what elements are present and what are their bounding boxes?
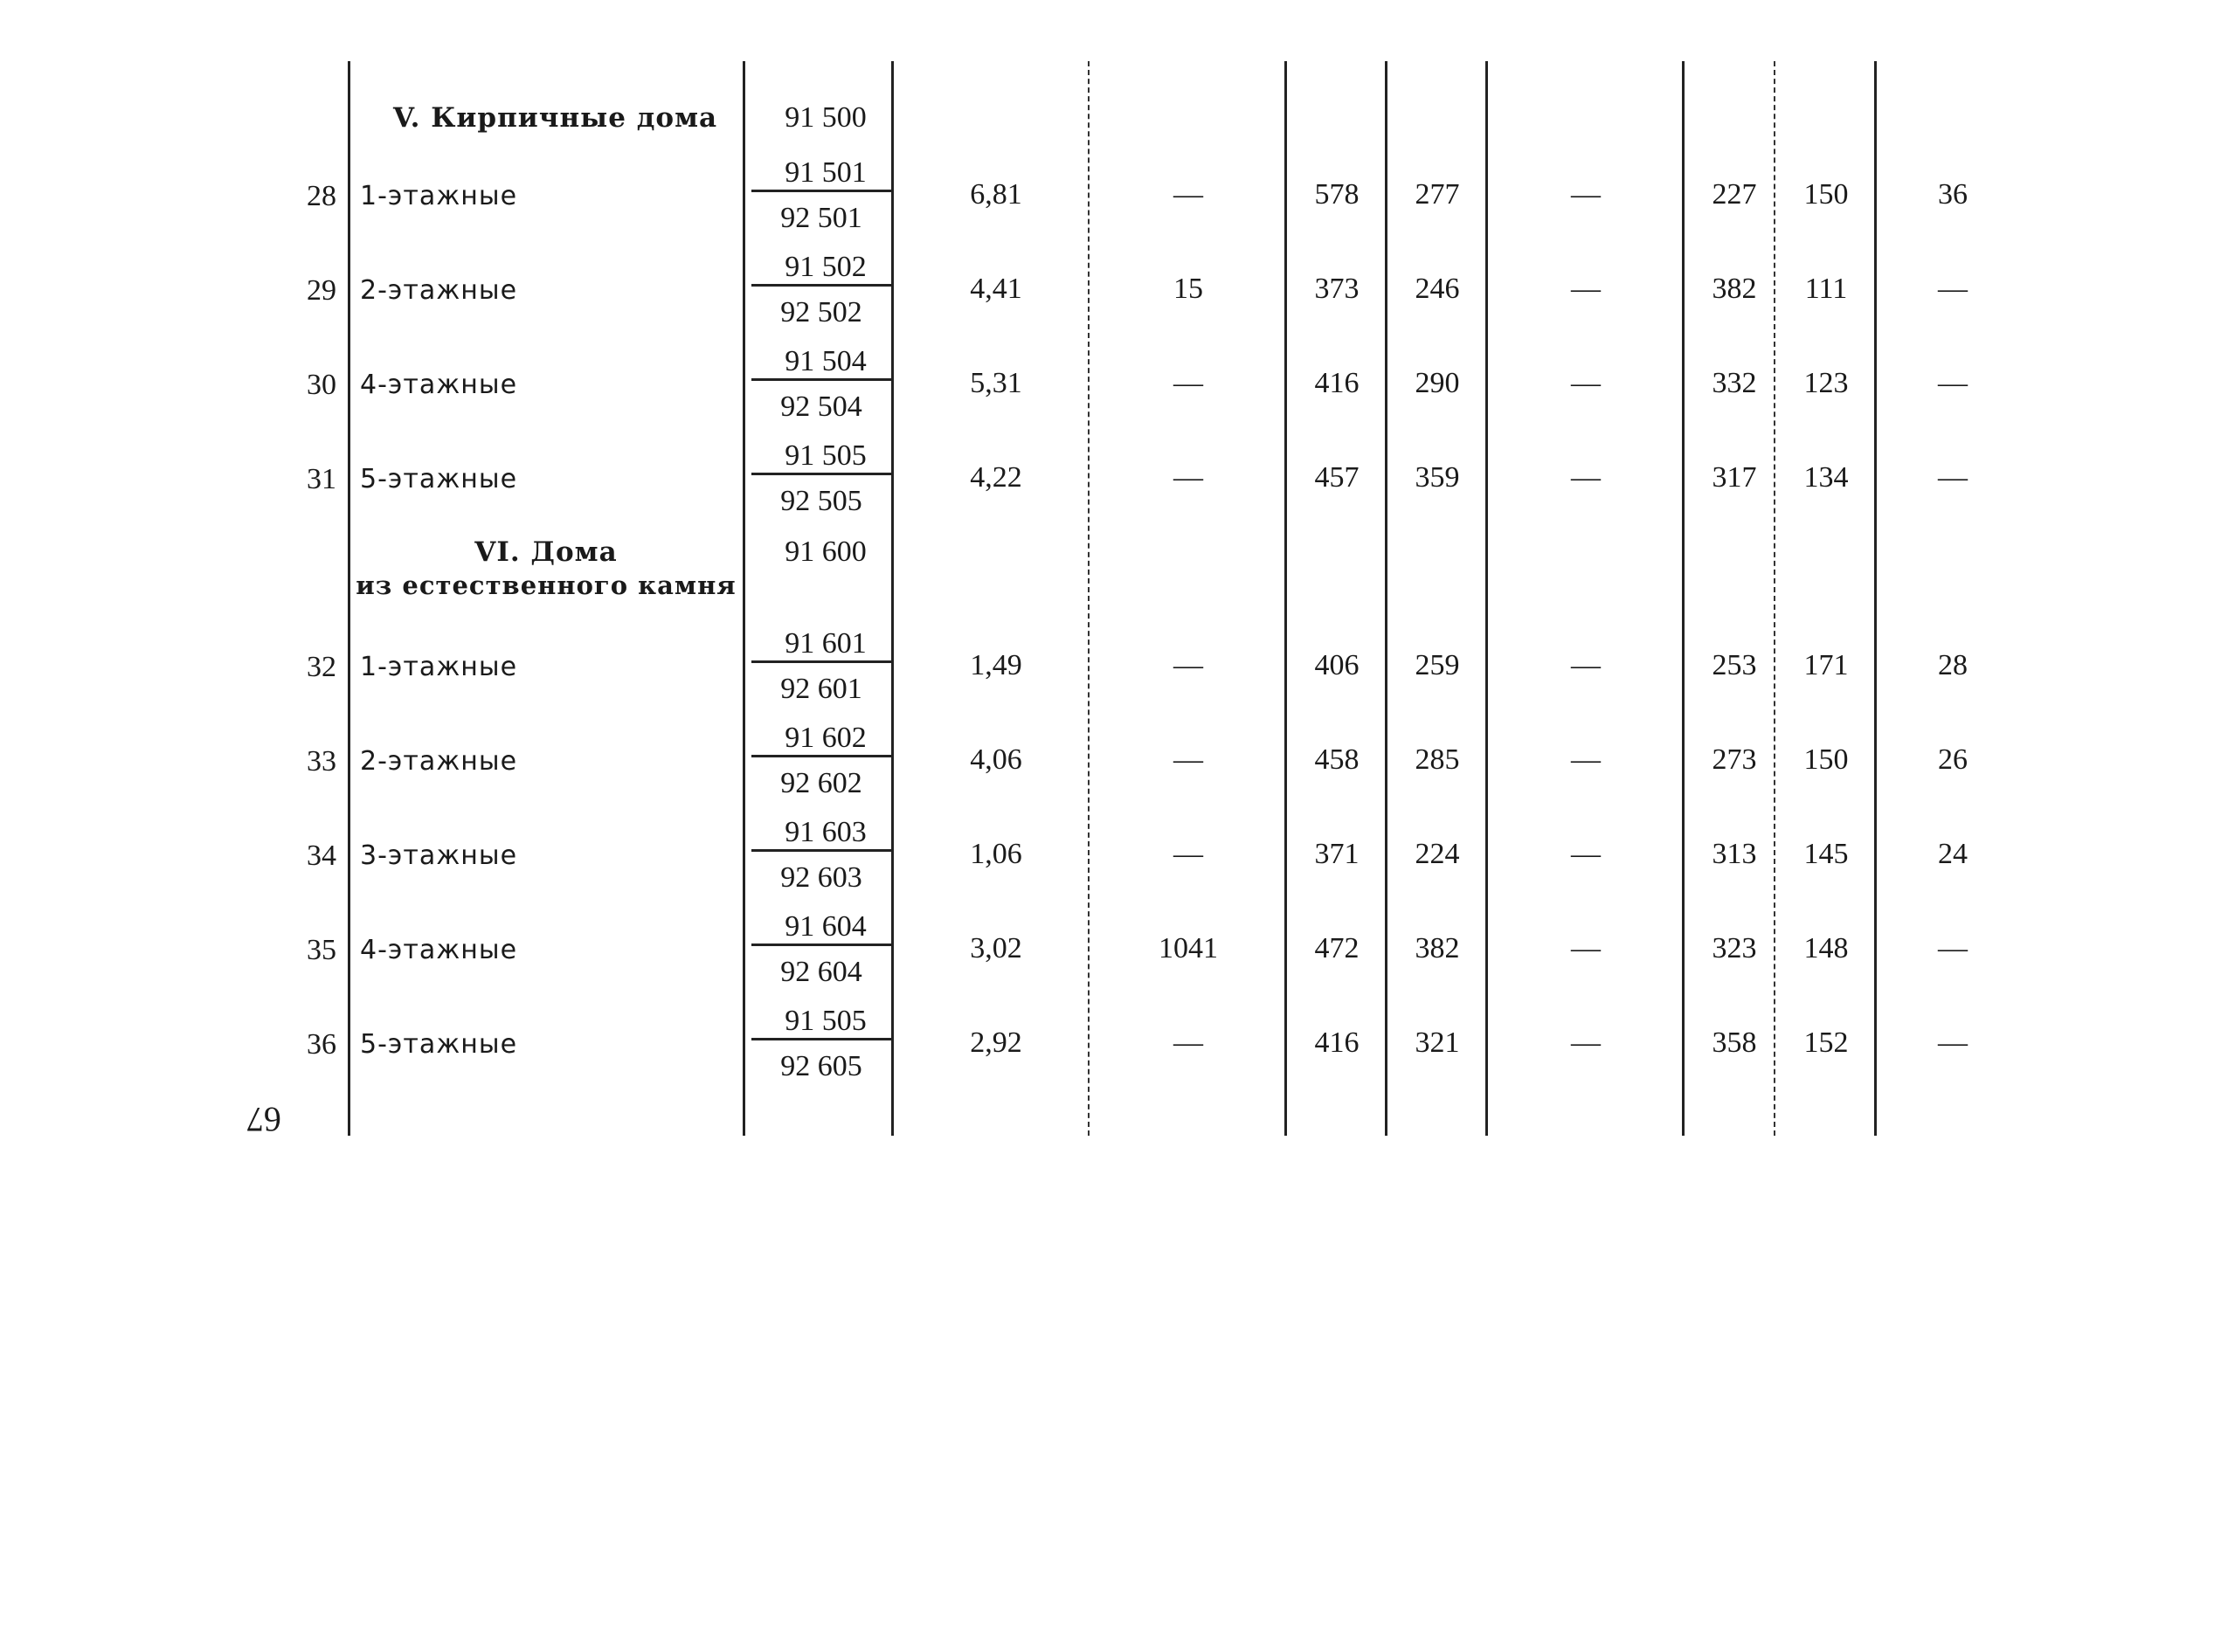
value-c8: 26: [1938, 743, 1968, 776]
value-c4: 359: [1415, 461, 1460, 494]
value-c2: —: [1173, 461, 1203, 494]
value-c8: —: [1938, 932, 1968, 964]
code-top: 91 505: [785, 439, 867, 472]
value-c6: 358: [1712, 1026, 1757, 1059]
row-number: 34: [307, 840, 336, 872]
value-c7: 150: [1803, 743, 1849, 776]
value-c1: 5,31: [970, 367, 1022, 399]
value-c7: 148: [1803, 932, 1849, 964]
value-c5: —: [1571, 743, 1601, 776]
column-rule: [1088, 61, 1090, 1136]
code-bottom: 92 605: [780, 1050, 862, 1082]
value-c7: 152: [1803, 1026, 1849, 1059]
value-c8: —: [1938, 273, 1968, 305]
value-c3: 416: [1314, 367, 1360, 399]
value-c7: 111: [1804, 273, 1848, 305]
code-divider: [751, 473, 891, 475]
value-c1: 4,06: [970, 743, 1022, 776]
row-number: 35: [307, 934, 336, 966]
code-divider: [751, 284, 891, 287]
row-name: 4-этажные: [360, 935, 518, 965]
value-c1: 6,81: [970, 178, 1022, 211]
code-top: 91 504: [785, 345, 867, 377]
value-c8: 28: [1938, 649, 1968, 681]
value-c6: 253: [1712, 649, 1757, 681]
value-c1: 4,41: [970, 273, 1022, 305]
value-c2: 1041: [1159, 932, 1218, 964]
value-c5: —: [1571, 273, 1601, 305]
value-c3: 457: [1314, 461, 1360, 494]
code-top: 91 501: [785, 156, 867, 189]
value-c1: 1,49: [970, 649, 1022, 681]
row-number: 30: [307, 369, 336, 401]
row-number: 31: [307, 463, 336, 495]
value-c4: 382: [1415, 932, 1460, 964]
row-number: 33: [307, 745, 336, 778]
code-bottom: 92 505: [780, 485, 862, 517]
row-name: 1-этажные: [360, 652, 518, 682]
column-rule: [1682, 61, 1685, 1136]
row-number: 28: [307, 180, 336, 212]
value-c2: —: [1173, 838, 1203, 870]
value-c1: 4,22: [970, 461, 1022, 494]
code-top: 91 602: [785, 722, 867, 754]
row-name: 3-этажные: [360, 840, 518, 871]
row-number: 32: [307, 651, 336, 683]
value-c8: —: [1938, 1026, 1968, 1059]
value-c6: 227: [1712, 178, 1757, 211]
row-name: 4-этажные: [360, 370, 518, 400]
row-name: 5-этажные: [360, 1029, 518, 1060]
code-bottom: 92 603: [780, 861, 862, 894]
value-c3: 458: [1314, 743, 1360, 776]
value-c5: —: [1571, 932, 1601, 964]
value-c2: —: [1173, 178, 1203, 211]
value-c5: —: [1571, 838, 1601, 870]
value-c3: 406: [1314, 649, 1360, 681]
value-c4: 246: [1415, 273, 1460, 305]
value-c5: —: [1571, 649, 1601, 681]
page-number: 67: [246, 1100, 281, 1139]
value-c4: 321: [1415, 1026, 1460, 1059]
value-c3: 371: [1314, 838, 1360, 870]
value-c8: —: [1938, 461, 1968, 494]
value-c6: 323: [1712, 932, 1757, 964]
code-divider: [751, 660, 891, 663]
code-bottom: 92 504: [780, 391, 862, 423]
code-top: 91 604: [785, 910, 867, 943]
value-c6: 317: [1712, 461, 1757, 494]
column-rule: [743, 61, 745, 1136]
row-name: 2-этажные: [360, 746, 518, 777]
column-rule: [1874, 61, 1877, 1136]
value-c3: 578: [1314, 178, 1360, 211]
value-c6: 313: [1712, 838, 1757, 870]
value-c7: 145: [1803, 838, 1849, 870]
value-c2: —: [1173, 743, 1203, 776]
value-c2: 15: [1173, 273, 1203, 305]
value-c4: 224: [1415, 838, 1460, 870]
code-divider: [751, 944, 891, 946]
code-top: 91 502: [785, 251, 867, 283]
code-top: 91 603: [785, 816, 867, 848]
code-divider: [751, 378, 891, 381]
code-bottom: 92 502: [780, 296, 862, 328]
row-name: 1-этажные: [360, 181, 518, 211]
value-c2: —: [1173, 1026, 1203, 1059]
value-c5: —: [1571, 367, 1601, 399]
value-c7: 134: [1803, 461, 1849, 494]
column-rule: [1284, 61, 1287, 1136]
section-code: 91 600: [785, 536, 867, 568]
value-c7: 171: [1803, 649, 1849, 681]
value-c1: 2,92: [970, 1026, 1022, 1059]
value-c7: 123: [1803, 367, 1849, 399]
code-divider: [751, 1038, 891, 1040]
value-c5: —: [1571, 1026, 1601, 1059]
code-top: 91 601: [785, 627, 867, 660]
code-bottom: 92 604: [780, 956, 862, 988]
section-title: V. Кирпичные дома: [393, 102, 718, 134]
value-c8: 24: [1938, 838, 1968, 870]
column-rule: [1385, 61, 1387, 1136]
code-bottom: 92 601: [780, 673, 862, 705]
column-rule: [1485, 61, 1488, 1136]
row-name: 2-этажные: [360, 275, 518, 306]
column-rule: [348, 61, 350, 1136]
value-c8: —: [1938, 367, 1968, 399]
value-c7: 150: [1803, 178, 1849, 211]
value-c3: 472: [1314, 932, 1360, 964]
value-c6: 332: [1712, 367, 1757, 399]
row-number: 36: [307, 1028, 336, 1061]
section-code: 91 500: [785, 101, 867, 134]
code-bottom: 92 501: [780, 202, 862, 234]
value-c8: 36: [1938, 178, 1968, 211]
value-c2: —: [1173, 367, 1203, 399]
value-c4: 277: [1415, 178, 1460, 211]
code-divider: [751, 190, 891, 192]
value-c1: 3,02: [970, 932, 1022, 964]
value-c6: 382: [1712, 273, 1757, 305]
column-rule: [891, 61, 894, 1136]
value-c3: 416: [1314, 1026, 1360, 1059]
value-c4: 259: [1415, 649, 1460, 681]
section-title: VI. Дома: [474, 536, 618, 568]
value-c4: 290: [1415, 367, 1460, 399]
value-c5: —: [1571, 461, 1601, 494]
value-c1: 1,06: [970, 838, 1022, 870]
code-divider: [751, 755, 891, 757]
code-top: 91 505: [785, 1005, 867, 1037]
section-subtitle: из естественного камня: [356, 570, 737, 600]
value-c2: —: [1173, 649, 1203, 681]
value-c6: 273: [1712, 743, 1757, 776]
row-name: 5-этажные: [360, 464, 518, 494]
code-bottom: 92 602: [780, 767, 862, 799]
row-number: 29: [307, 274, 336, 307]
value-c5: —: [1571, 178, 1601, 211]
value-c4: 285: [1415, 743, 1460, 776]
column-rule: [1774, 61, 1775, 1136]
value-c3: 373: [1314, 273, 1360, 305]
code-divider: [751, 849, 891, 852]
